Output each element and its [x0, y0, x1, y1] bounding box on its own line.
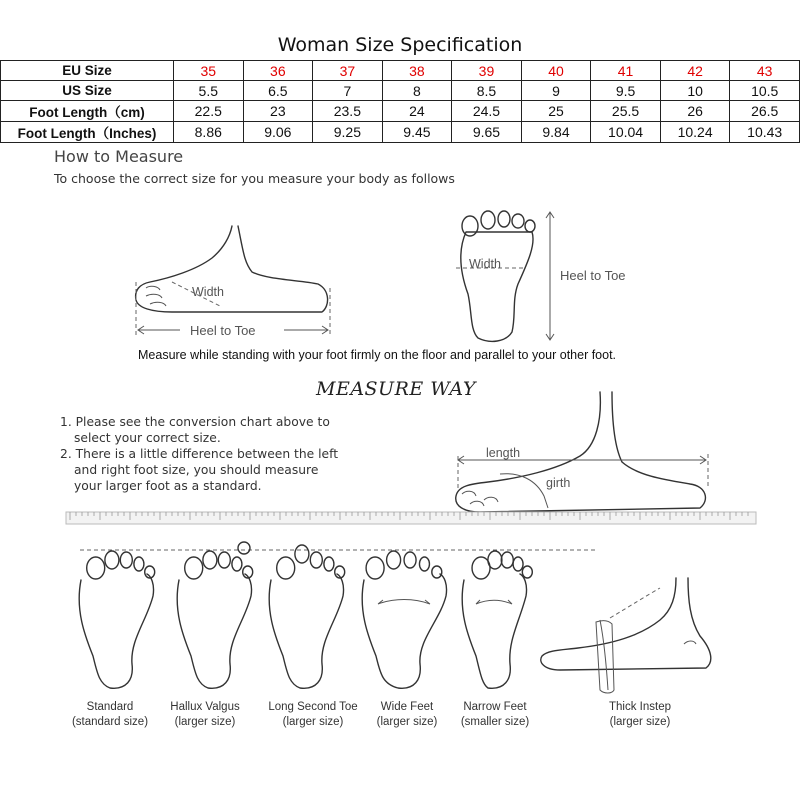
hallux-valgus-foot-icon — [177, 542, 253, 688]
foot-type-size-note: (standard size) — [71, 716, 149, 728]
instruction-line: 1. Please see the conversion chart above to — [60, 415, 330, 429]
instructions-list — [60, 414, 400, 494]
size-cell: 9.25 — [313, 122, 383, 143]
long-second-toe-foot-icon — [269, 545, 345, 688]
row-header: US Size — [1, 81, 174, 101]
foot-type-name: Thick Instep — [609, 701, 671, 713]
size-cell: 35 — [174, 61, 244, 81]
size-cell: 36 — [243, 61, 313, 81]
measure-way-heading: MEASURE WAY — [316, 378, 476, 400]
side-foot-icon — [136, 226, 328, 312]
size-cell: 10 — [660, 81, 730, 101]
size-cell: 22.5 — [174, 101, 244, 122]
size-cell: 39 — [452, 61, 522, 81]
size-cell: 41 — [591, 61, 661, 81]
row-header: Foot Length（Inches) — [1, 122, 174, 143]
how-to-measure-subtitle: To choose the correct size for you measure your body as follows — [54, 171, 455, 186]
size-cell: 7 — [313, 81, 383, 101]
size-cell: 25 — [521, 101, 591, 122]
size-cell: 8 — [382, 81, 452, 101]
foot-type-name: Wide Feet — [380, 701, 434, 713]
size-cell: 40 — [521, 61, 591, 81]
size-cell: 26 — [660, 101, 730, 122]
side-heel-to-toe-label: Heel to Toe — [190, 323, 256, 338]
size-cell: 24 — [382, 101, 452, 122]
size-cell: 38 — [382, 61, 452, 81]
foot-type-caption — [150, 700, 260, 730]
size-cell: 9 — [521, 81, 591, 101]
size-cell: 23 — [243, 101, 313, 122]
size-cell: 42 — [660, 61, 730, 81]
ruler — [66, 512, 756, 524]
foot-type-caption — [440, 700, 550, 730]
foot-type-size-note: (larger size) — [282, 716, 344, 728]
standard-foot-icon — [79, 551, 155, 688]
how-to-measure-title: How to Measure — [54, 147, 184, 166]
size-cell: 9.84 — [521, 122, 591, 143]
size-cell: 23.5 — [313, 101, 383, 122]
row-header: EU Size — [1, 61, 174, 81]
foot-type-caption — [585, 700, 695, 730]
sole-heel-to-toe-label: Heel to Toe — [560, 268, 626, 283]
foot-type-size-note: (larger size) — [609, 716, 671, 728]
instruction-line: 2. There is a little difference between the left — [60, 447, 339, 461]
foot-type-name: Long Second Toe — [268, 701, 358, 713]
size-cell: 8.5 — [452, 81, 522, 101]
sole-heel-to-toe-arrow — [546, 212, 554, 340]
measure-note: Measure while standing with your foot firmly on the floor and parallel to your other foot. — [138, 348, 617, 362]
row-header: Foot Length（cm) — [1, 101, 174, 122]
size-cell: 6.5 — [243, 81, 313, 101]
foot-type-caption — [55, 700, 165, 730]
side-width-label: Width — [192, 285, 224, 299]
instruction-line: and right foot size, you should measure — [74, 463, 319, 477]
size-cell: 10.43 — [730, 122, 800, 143]
size-cell: 10.5 — [730, 81, 800, 101]
length-label: length — [486, 446, 521, 460]
instruction-line: select your correct size. — [74, 431, 221, 445]
size-cell: 24.5 — [452, 101, 522, 122]
size-cell: 8.86 — [174, 122, 244, 143]
foot-type-name: Hallux Valgus — [170, 701, 240, 713]
thick-instep-foot-icon — [541, 578, 711, 693]
foot-type-size-note: (larger size) — [174, 716, 236, 728]
sheet-title: Woman Size Specification — [277, 34, 523, 56]
size-cell: 43 — [730, 61, 800, 81]
foot-type-name: Narrow Feet — [463, 701, 527, 713]
size-cell: 37 — [313, 61, 383, 81]
wide-feet-foot-icon — [362, 551, 446, 688]
size-cell: 9.65 — [452, 122, 522, 143]
sole-foot-icon — [456, 211, 535, 341]
size-cell: 10.04 — [591, 122, 661, 143]
foot-types-row — [79, 542, 532, 688]
sole-width-label: Width — [469, 257, 501, 271]
size-cell: 9.06 — [243, 122, 313, 143]
size-cell: 10.24 — [660, 122, 730, 143]
foot-type-size-note: (smaller size) — [460, 716, 530, 728]
size-cell: 25.5 — [591, 101, 661, 122]
girth-label: girth — [546, 476, 571, 490]
foot-type-size-note: (larger size) — [376, 716, 438, 728]
narrow-feet-foot-icon — [462, 551, 532, 688]
size-cell: 9.45 — [382, 122, 452, 143]
instruction-line: your larger foot as a standard. — [74, 479, 262, 493]
size-cell: 9.5 — [591, 81, 661, 101]
size-cell: 5.5 — [174, 81, 244, 101]
foot-type-name: Standard — [86, 701, 134, 713]
size-cell: 26.5 — [730, 101, 800, 122]
